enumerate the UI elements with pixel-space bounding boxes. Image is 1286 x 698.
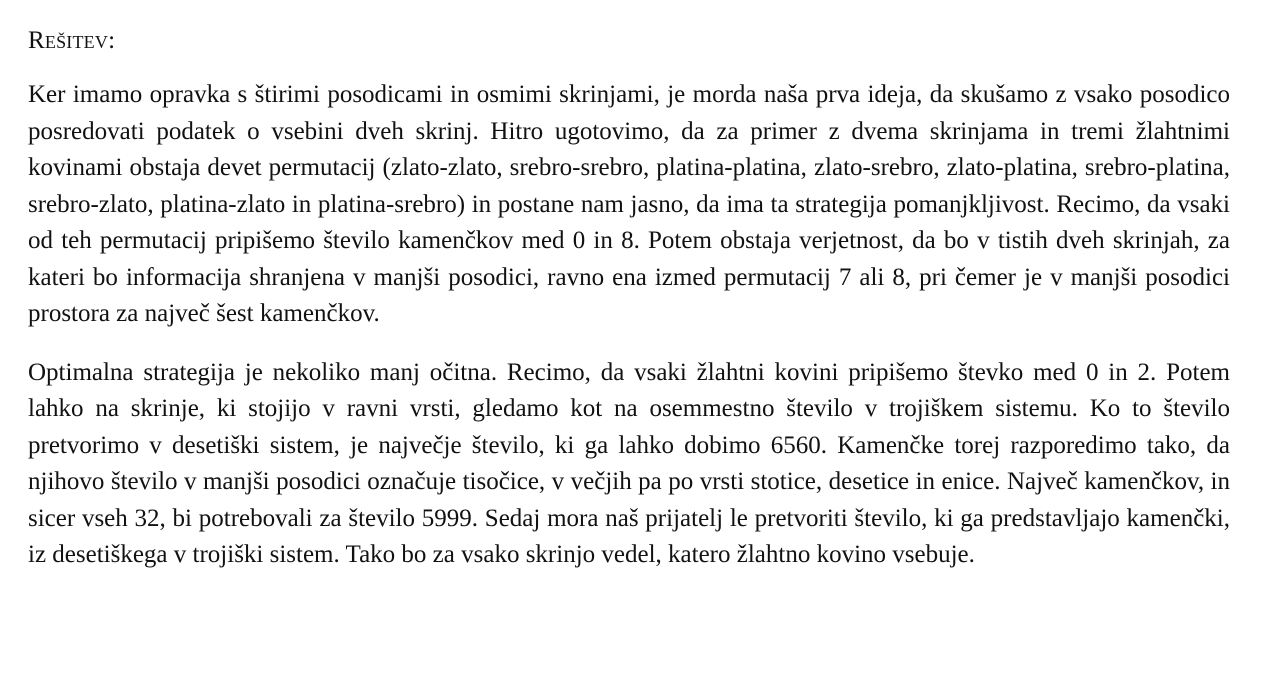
paragraph-optimal-strategy: Optimalna strategija je nekoliko manj očitna. Recimo, da vsaki žlahtni kovini pripišemo števko med 0 in 2. Potem lahko na skrinje, ki stojijo v ravni vrsti, gledamo kot na osemmestno število v trojiškem sistemu. Ko to število pretvorimo v desetiški sistem, je največje število, ki ga lahko dobimo 6560. Kamenčke torej razporedimo tako, da njihovo število v manjši posodici označuje tisočice, v večjih pa po vrsti stotice, desetice in enice. Največ kamenčkov, in sicer vseh 32, bi potrebovali za število 5999. Sedaj mora naš prijatelj le pretvoriti število, ki ga predstavljajo kamenčki, iz desetiškega v trojiški sistem. Tako bo za vsako skrinjo vedel, katero žlahtno kovino vsebuje. bbox=[28, 358, 1230, 568]
solution-heading: Rešitev: bbox=[28, 27, 116, 54]
paragraph-first-strategy: Ker imamo opravka s štirimi posodicami in osmimi skrinjami, je morda naša prva ideja, da skušamo z vsako posodico posredovati podatek o vsebini dveh skrinj. Hitro ugotovimo, da za primer z dvema skrinjama in tremi žlahtnimi kovinami obstaja devet permutacij (zlato-zlato, srebro-srebro, platina-platina, zlato-srebro, zlato-platina, srebro-platina, srebro-zlato, platina-zlato in platina-srebro) in postane nam jasno, da ima ta strategija pomanjkljivost. Recimo, da vsaki od teh permutacij pripišemo število kamenčkov med 0 in 8. Potem obstaja verjetnost, da bo v tistih dveh skrinjah, za kateri bo informacija shranjena v manjši posodici, ravno ena izmed permutacij 7 ali 8, pri čemer je v manjši posodici prostora za največ šest kamenčkov. bbox=[28, 81, 1230, 327]
